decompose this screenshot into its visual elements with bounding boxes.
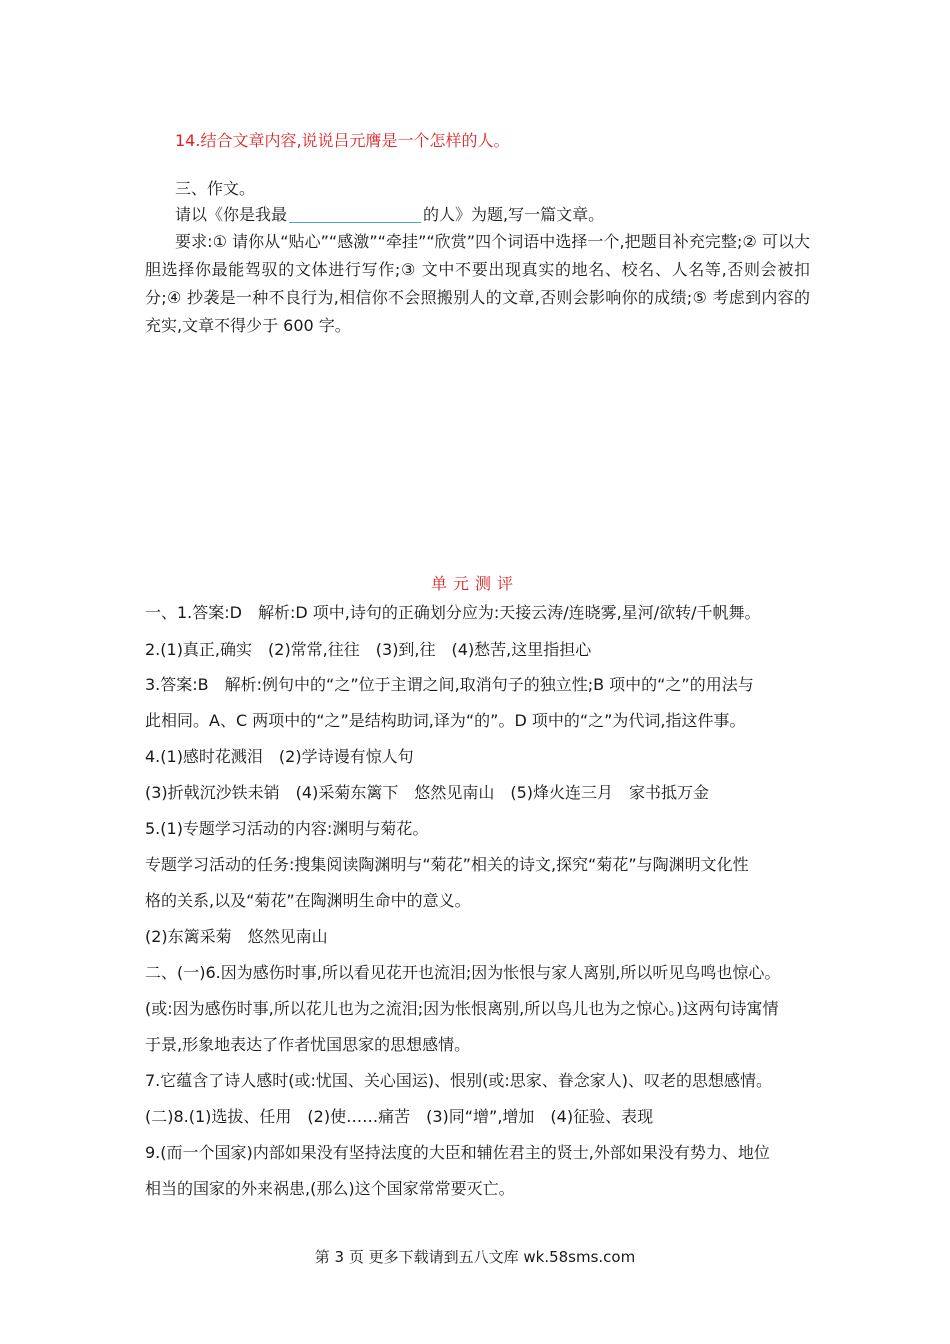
answer-line: (3)折戟沉沙铁未销 (4)采菊东篱下 悠然见南山 (5)烽火连三月 家书抵万金: [145, 783, 709, 802]
answer-line: 7.它蕴含了诗人感时(或:忧国、关心国运)、恨别(或:思家、眷念家人)、叹老的思想感情。: [145, 1071, 773, 1090]
section-heading-composition: 三、作文。: [175, 179, 256, 198]
page-footer: 第 3 页 更多下载请到五八文库 wk.58sms.com: [314, 1248, 636, 1266]
answer-line: 2.(1)真正,确实 (2)常常,往往 (3)到,往 (4)愁苦,这里指担心: [145, 640, 592, 659]
answer-line: 二、(一)6.因为感伤时事,所以看见花开也流泪;因为怅恨与家人离别,所以听见鸟鸣也惊心。: [145, 963, 781, 982]
fill-in-blank: [289, 206, 421, 223]
prompt-suffix: 的人》为题,写一篇文章。: [423, 205, 605, 224]
answer-line: 5.(1)专题学习活动的内容:渊明与菊花。: [145, 819, 429, 838]
answer-line: 一、1.答案:D 解析:D 项中,诗句的正确划分应为:天接云涛/连晓雾,星河/欲转/千帆舞。: [145, 603, 761, 622]
answer-line: 此相同。A、C 两项中的“之”是结构助词,译为“的”。D 项中的“之”为代词,指这件事。: [145, 711, 746, 730]
answer-line: (2)东篱采菊 悠然见南山: [145, 927, 328, 946]
answer-line: 专题学习活动的任务:搜集阅读陶渊明与“菊花”相关的诗文,探究“菊花”与陶渊明文化性: [145, 855, 749, 874]
answer-line: 格的关系,以及“菊花”在陶渊明生命中的意义。: [145, 891, 471, 910]
answer-line: 3.答案:B 解析:例句中的“之”位于主谓之间,取消句子的独立性;B 项中的“之”的用法与: [145, 675, 754, 694]
unit-test-title: 单元测评: [430, 574, 519, 593]
answer-line: 相当的国家的外来祸患,(那么)这个国家常常要灭亡。: [145, 1179, 515, 1198]
answer-line: 于景,形象地表达了作者忧国思家的思想感情。: [145, 1035, 471, 1054]
answer-line: (二)8.(1)选拔、任用 (2)使……痛苦 (3)同“增”,增加 (4)征验、表现: [145, 1107, 654, 1126]
answer-line: (或:因为感伤时事,所以花儿也为之流泪;因为怅恨离别,所以鸟儿也为之惊心。)这两句诗寓情: [145, 999, 779, 1018]
question-14: 14.结合文章内容,说说吕元膺是一个怎样的人。: [175, 131, 510, 150]
answer-line: 4.(1)感时花溅泪 (2)学诗谩有惊人句: [145, 747, 414, 766]
prompt-prefix: 请以《你是我最: [175, 205, 288, 224]
composition-requirements: 要求:① 请你从“贴心”“感激”“牵挂”“欣赏”四个词语中选择一个,把题目补充完整;② 可以大胆选择你最能驾驭的文体进行写作;③ 文中不要出现真实的地名、校名、人名等,否则会被扣分;④ 抄袭是一种不良行为,相信你不会照搬别人的文章,否则会影响你的成绩;⑤ 考虑到内容的充实,文章不得少于 600 字。: [145, 232, 810, 335]
answer-line: 9.(而一个国家)内部如果没有坚持法度的大臣和辅佐君主的贤士,外部如果没有势力、地位: [145, 1143, 770, 1162]
composition-prompt: [175, 202, 604, 225]
